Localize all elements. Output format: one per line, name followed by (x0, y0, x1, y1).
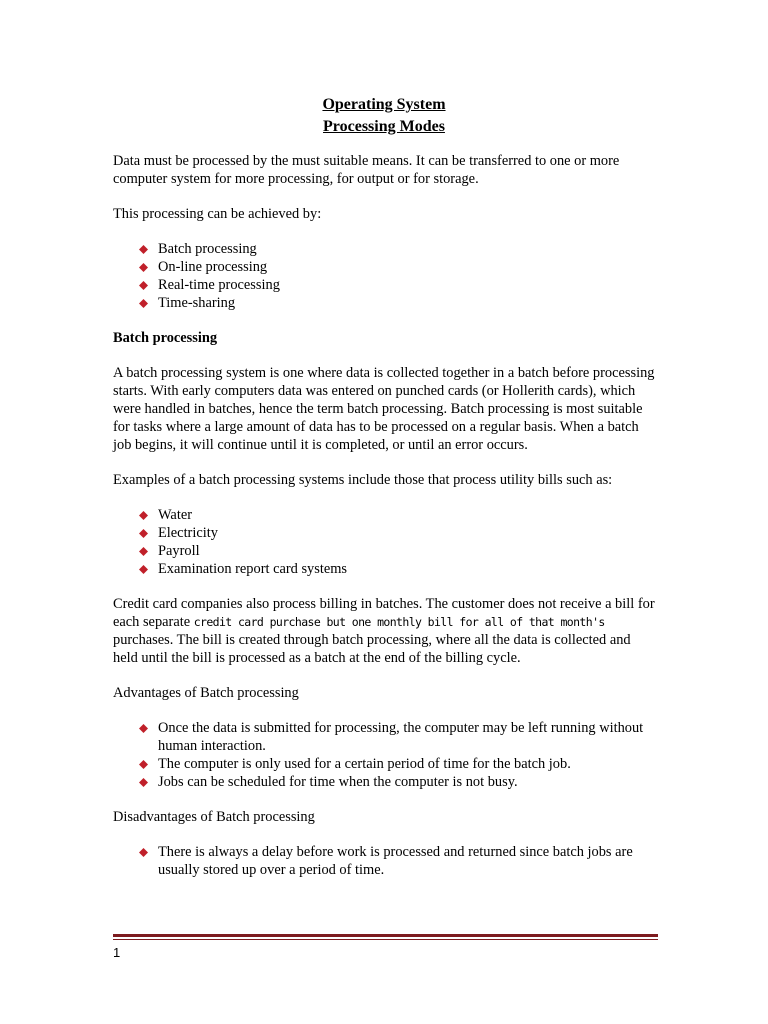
batch-heading: Batch processing (113, 330, 218, 346)
diamond-bullet-icon (138, 847, 148, 857)
list-item (113, 843, 658, 879)
list-item-text: The computer is only used for a certain period of time for the batch job. (158, 756, 571, 772)
list-item (113, 294, 658, 312)
examples-list (113, 506, 658, 578)
intro-paragraph: Data must be processed by the must suitable means. It can be transferred to one or more computer system for more processing, for output or for storage. (113, 153, 620, 187)
list-item (113, 560, 658, 578)
diamond-bullet-icon (138, 759, 148, 769)
list-item-text: Real-time processing (158, 277, 280, 293)
list-item-text: Batch processing (158, 241, 257, 257)
diamond-bullet-icon (138, 244, 148, 254)
diamond-bullet-icon (138, 510, 148, 520)
advantages-list (113, 719, 658, 791)
list-item-text: Electricity (158, 525, 218, 541)
advantages-heading: Advantages of Batch processing (113, 685, 299, 701)
list-item-text: Payroll (158, 543, 200, 559)
batch-paragraph: A batch processing system is one where data is collected together in a batch before processing starts. With early computers data was entered on punched cards (or Hollerith cards), which were handled in batches, hence the term batch processing. Batch processing is most suitable for tasks where a large amount of data has to be processed on a regular basis. When a batch job begins, it will continue until it is completed, or until an error occurs. (113, 365, 655, 453)
title-line-1: Operating System (322, 96, 446, 113)
list-item-text: Time-sharing (158, 295, 236, 311)
list-item (113, 524, 658, 542)
page-number: 1 (113, 945, 121, 960)
list-item-text: Water (158, 507, 192, 523)
list-item (113, 719, 658, 755)
document-body (113, 152, 658, 896)
document-title (0, 94, 768, 138)
disadvantages-heading: Disadvantages of Batch processing (113, 809, 315, 825)
examples-intro: Examples of a batch processing systems include those that process utility bills such as: (113, 472, 613, 488)
list-item-text: On-line processing (158, 259, 268, 275)
diamond-bullet-icon (138, 528, 148, 538)
title-line-2: Processing Modes (323, 118, 445, 135)
diamond-bullet-icon (138, 280, 148, 290)
list-item (113, 240, 658, 258)
list-item (113, 506, 658, 524)
footer-rule (113, 934, 658, 937)
achieved-by-paragraph: This processing can be achieved by: (113, 206, 322, 222)
credit-text-part-2: purchases. The bill is created through batch processing, where all the data is collected and held until the bill is processed as a batch at the end of the billing cycle. (113, 632, 631, 666)
list-item-text: Once the data is submitted for processing, the computer may be left running without human interaction. (158, 720, 644, 754)
list-item-text: There is always a delay before work is processed and returned since batch jobs are usually stored up over a period of time. (158, 844, 633, 878)
list-item (113, 773, 658, 791)
list-item (113, 276, 658, 294)
diamond-bullet-icon (138, 262, 148, 272)
credit-text-mono: credit card purchase but one monthly bill for all of that month's (193, 615, 605, 629)
diamond-bullet-icon (138, 298, 148, 308)
list-item (113, 542, 658, 560)
diamond-bullet-icon (138, 723, 148, 733)
list-item (113, 755, 658, 773)
credit-text-part-1: Credit card companies also process billing in batches. The customer does not receive a bill for each separate (113, 596, 655, 630)
list-item-text: Jobs can be scheduled for time when the computer is not busy. (158, 774, 518, 790)
diamond-bullet-icon (138, 777, 148, 787)
diamond-bullet-icon (138, 546, 148, 556)
footer-rule-thin (113, 939, 658, 940)
diamond-bullet-icon (138, 564, 148, 574)
modes-list (113, 240, 658, 312)
list-item-text: Examination report card systems (158, 561, 348, 577)
disadvantages-list (113, 843, 658, 879)
list-item (113, 258, 658, 276)
credit-card-paragraph (113, 595, 658, 667)
